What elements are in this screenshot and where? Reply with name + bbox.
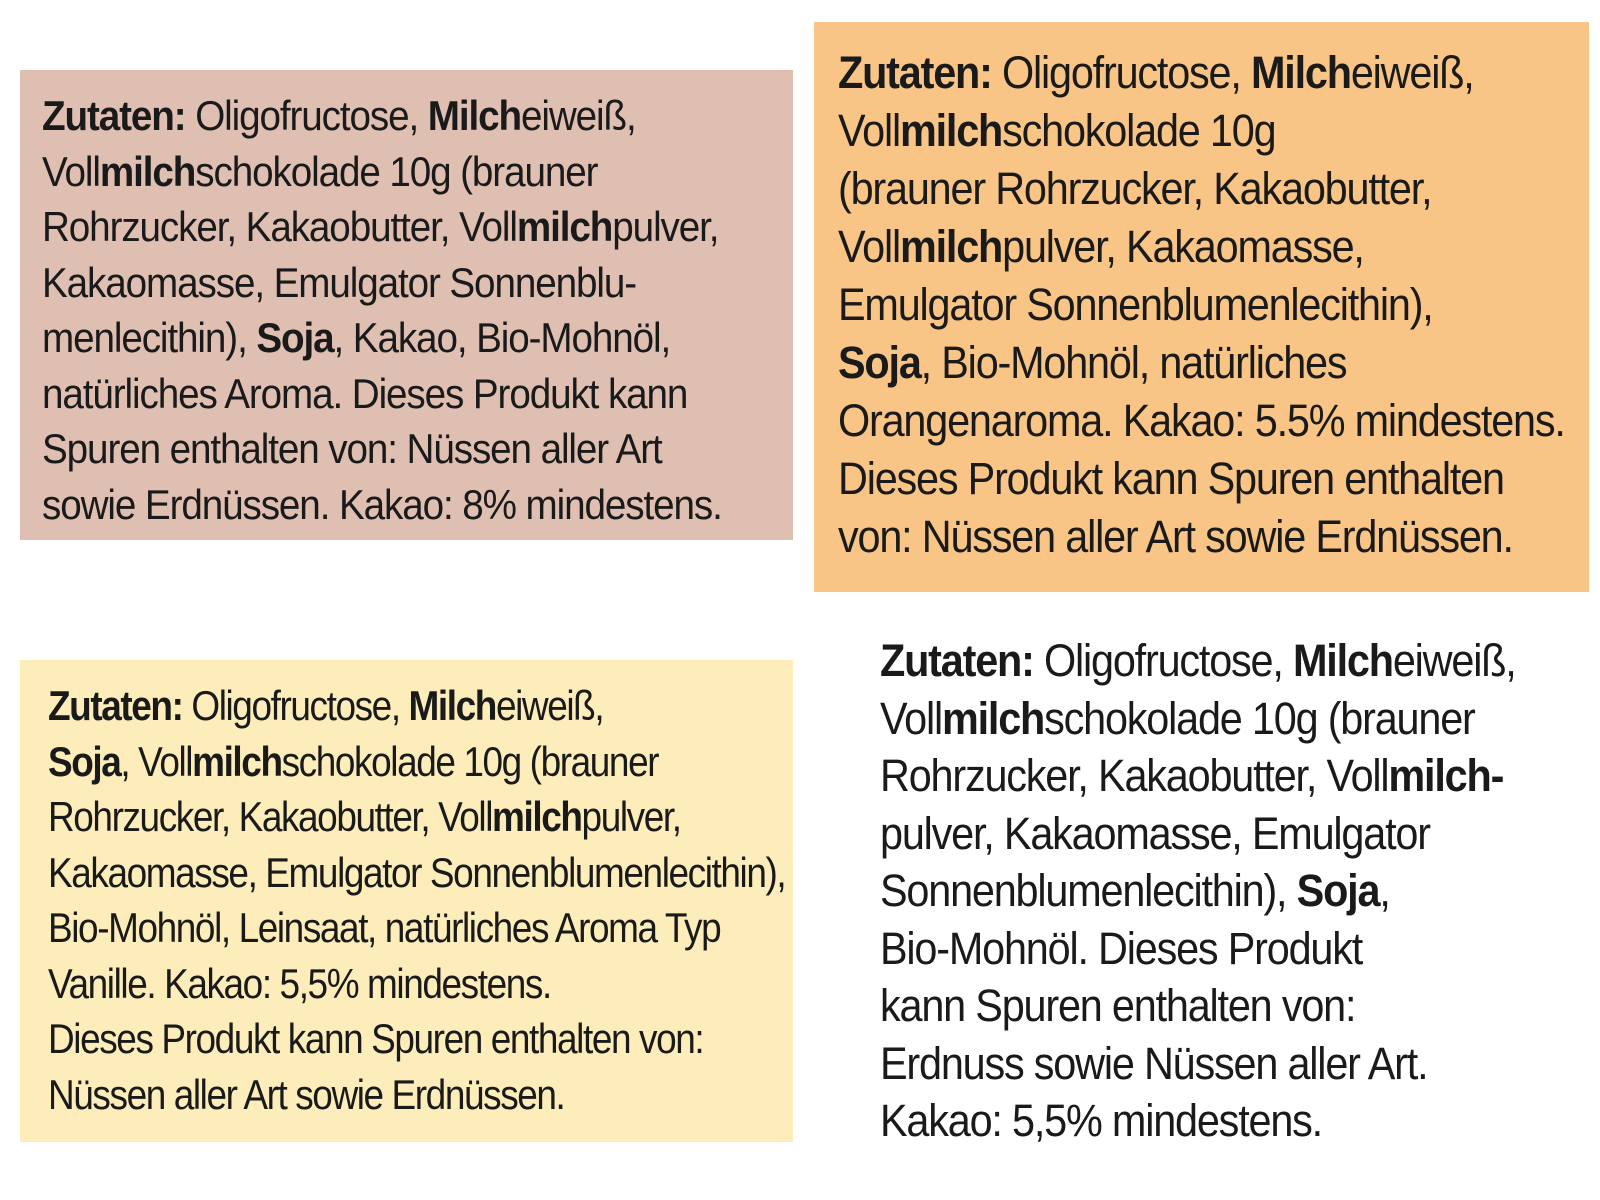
ingredients-text-segment: Vanille. Kakao: 5,5% mindestens. bbox=[48, 959, 551, 1007]
ingredients-line bbox=[838, 334, 1529, 392]
ingredients-text-segment: Rohrzucker, Kakaobutter, Voll bbox=[48, 793, 493, 840]
allergen-bold-text: Milch bbox=[408, 682, 496, 729]
ingredients-line bbox=[880, 862, 1536, 920]
allergen-bold-text: milch bbox=[941, 692, 1045, 744]
ingredients-text-segment: Nüssen aller Art sowie Erdnüssen. bbox=[48, 1070, 565, 1118]
allergen-bold-text: Milch bbox=[427, 92, 522, 139]
ingredients-text-segment: sowie Erdnüssen. Kakao: 8% mindestens. bbox=[42, 480, 722, 528]
ingredients-line bbox=[880, 1035, 1536, 1093]
ingredients-text-segment: Rohrzucker, Kakaobutter, Voll bbox=[880, 750, 1389, 801]
ingredients-line bbox=[48, 956, 704, 1012]
ingredients-line bbox=[48, 734, 704, 790]
ingredients-text-segment: , Voll bbox=[120, 737, 193, 785]
ingredients-line bbox=[838, 450, 1529, 508]
ingredients-text-segment: Sonnenblumenlecithin), bbox=[880, 865, 1297, 916]
allergen-bold-text: milch bbox=[99, 147, 196, 195]
ingredients-line bbox=[880, 632, 1536, 690]
allergen-bold-text: Milch bbox=[1251, 47, 1351, 98]
ingredients-text-segment: Kakaomasse, Emulgator Sonnenblumenlecithin), bbox=[48, 848, 786, 896]
ingredients-line bbox=[42, 144, 733, 200]
ingredients-line bbox=[880, 747, 1536, 805]
ingredients-panel-orange bbox=[814, 22, 1589, 592]
ingredients-text-segment: eiweiß, bbox=[1350, 47, 1474, 98]
ingredients-line bbox=[838, 218, 1529, 276]
ingredients-line bbox=[880, 690, 1536, 748]
ingredients-text-segment: Voll bbox=[42, 147, 100, 195]
allergen-bold-text: Milch bbox=[1293, 635, 1393, 686]
ingredients-text-segment: Kakaomasse, Emulgator Sonnenblu- bbox=[42, 258, 637, 306]
ingredients-text-segment: von: Nüssen aller Art sowie Erdnüssen. bbox=[838, 511, 1513, 562]
ingredients-text-segment: Orangenaroma. Kakao: 5.5% mindestens. bbox=[838, 395, 1565, 446]
allergen-bold-text: milch- bbox=[1388, 750, 1504, 801]
ingredients-line bbox=[48, 789, 704, 845]
ingredients-text-segment: Oligofructose, bbox=[182, 682, 409, 729]
ingredients-text-segment: natürliches Aroma. Dieses Produkt kann bbox=[42, 369, 688, 417]
ingredients-text-segment: Oligofructose, bbox=[991, 47, 1252, 98]
allergen-bold-text: Soja bbox=[1296, 865, 1380, 916]
allergen-bold-text: Soja bbox=[256, 314, 334, 361]
ingredients-line bbox=[48, 845, 786, 901]
ingredients-line bbox=[48, 678, 704, 734]
ingredients-line bbox=[880, 805, 1536, 863]
allergen-bold-text: milch bbox=[192, 737, 282, 785]
ingredients-text-segment: menlecithin), bbox=[42, 314, 257, 361]
ingredients-text-segment: Voll bbox=[880, 692, 942, 744]
allergen-bold-text: Zutaten: bbox=[42, 92, 186, 139]
ingredients-line bbox=[838, 508, 1529, 566]
ingredients-text-segment: (brauner Rohrzucker, Kakaobutter, bbox=[838, 163, 1432, 214]
ingredients-text-segment: Kakao: 5,5% mindestens. bbox=[880, 1095, 1322, 1146]
ingredients-line bbox=[42, 477, 733, 533]
ingredients-line bbox=[42, 310, 733, 366]
ingredients-line bbox=[880, 1092, 1536, 1150]
ingredients-text bbox=[48, 678, 786, 1122]
ingredients-text bbox=[42, 88, 733, 532]
ingredients-line bbox=[880, 920, 1536, 978]
allergen-bold-text: milch bbox=[899, 105, 1003, 156]
ingredients-line bbox=[42, 366, 733, 422]
ingredients-line bbox=[42, 199, 733, 255]
ingredients-line bbox=[42, 88, 733, 144]
ingredients-text-segment: Oligofructose, bbox=[1033, 635, 1294, 686]
allergen-bold-text: milch bbox=[516, 203, 613, 250]
ingredients-panel-rose bbox=[20, 70, 793, 540]
ingredients-text-segment: , Kakao, Bio-Mohnöl, bbox=[333, 314, 671, 361]
ingredients-line bbox=[838, 160, 1529, 218]
ingredients-text-segment: Rohrzucker, Kakaobutter, Voll bbox=[42, 203, 517, 250]
ingredients-text bbox=[838, 44, 1565, 566]
ingredients-line bbox=[42, 255, 733, 311]
ingredients-text-segment: eiweiß, bbox=[1392, 635, 1516, 686]
ingredients-text-segment: Oligofructose, bbox=[185, 92, 428, 139]
ingredients-line bbox=[42, 421, 733, 477]
ingredients-text bbox=[880, 632, 1536, 1150]
allergen-bold-text: Soja bbox=[48, 737, 121, 785]
ingredients-text-segment: eiweiß, bbox=[521, 92, 636, 139]
allergen-bold-text: milch bbox=[492, 793, 582, 840]
allergen-bold-text: Soja bbox=[838, 337, 921, 388]
allergen-bold-text: Zutaten: bbox=[838, 47, 992, 98]
ingredients-text-segment: eiweiß, bbox=[495, 682, 604, 729]
ingredients-text-segment: kann Spuren enthalten von: bbox=[880, 980, 1356, 1031]
ingredients-text-segment: , Bio-Mohnöl, natürliches bbox=[920, 337, 1347, 388]
ingredients-panel-white bbox=[858, 632, 1593, 1172]
ingredients-panel-yellow bbox=[20, 660, 793, 1142]
ingredients-text-segment: Bio-Mohnöl, Leinsaat, natürliches Aroma Typ bbox=[48, 904, 721, 951]
ingredients-text-segment: Bio-Mohnöl. Dieses Produkt bbox=[880, 922, 1363, 974]
allergen-bold-text: milch bbox=[899, 221, 1003, 272]
ingredients-text-segment: Erdnuss sowie Nüssen aller Art. bbox=[880, 1037, 1428, 1089]
allergen-bold-text: Zutaten: bbox=[880, 635, 1034, 686]
ingredients-text-segment: pulver, bbox=[581, 793, 681, 840]
ingredients-text-segment: pulver, bbox=[612, 203, 719, 250]
ingredients-text-segment: schokolade 10g (brauner bbox=[195, 147, 598, 195]
ingredients-line bbox=[838, 44, 1529, 102]
ingredients-text-segment: Spuren enthalten von: Nüssen aller Art bbox=[42, 425, 662, 472]
ingredients-text-segment: schokolade 10g (brauner bbox=[1044, 692, 1475, 744]
ingredients-line bbox=[880, 977, 1536, 1035]
ingredients-text-segment: , bbox=[1379, 865, 1390, 916]
ingredients-line bbox=[838, 392, 1565, 450]
ingredients-text-segment: schokolade 10g (brauner bbox=[281, 737, 659, 785]
ingredients-text-segment: pulver, Kakaomasse, Emulgator bbox=[880, 807, 1430, 859]
ingredients-text-segment: schokolade 10g bbox=[1002, 105, 1276, 156]
ingredients-line bbox=[838, 276, 1529, 334]
ingredients-line bbox=[48, 900, 721, 956]
ingredients-text-segment: Voll bbox=[838, 105, 900, 156]
ingredients-text-segment: Dieses Produkt kann Spuren enthalten von: bbox=[48, 1015, 704, 1062]
ingredients-line bbox=[48, 1067, 704, 1123]
allergen-bold-text: Zutaten: bbox=[48, 682, 183, 729]
ingredients-text-segment: Emulgator Sonnenblumenlecithin), bbox=[838, 279, 1433, 330]
ingredients-line bbox=[48, 1011, 704, 1067]
ingredients-text-segment: Dieses Produkt kann Spuren enthalten bbox=[838, 453, 1504, 504]
ingredients-text-segment: pulver, Kakaomasse, bbox=[1002, 221, 1364, 272]
ingredients-line bbox=[838, 102, 1529, 160]
ingredients-text-segment: Voll bbox=[838, 221, 900, 272]
